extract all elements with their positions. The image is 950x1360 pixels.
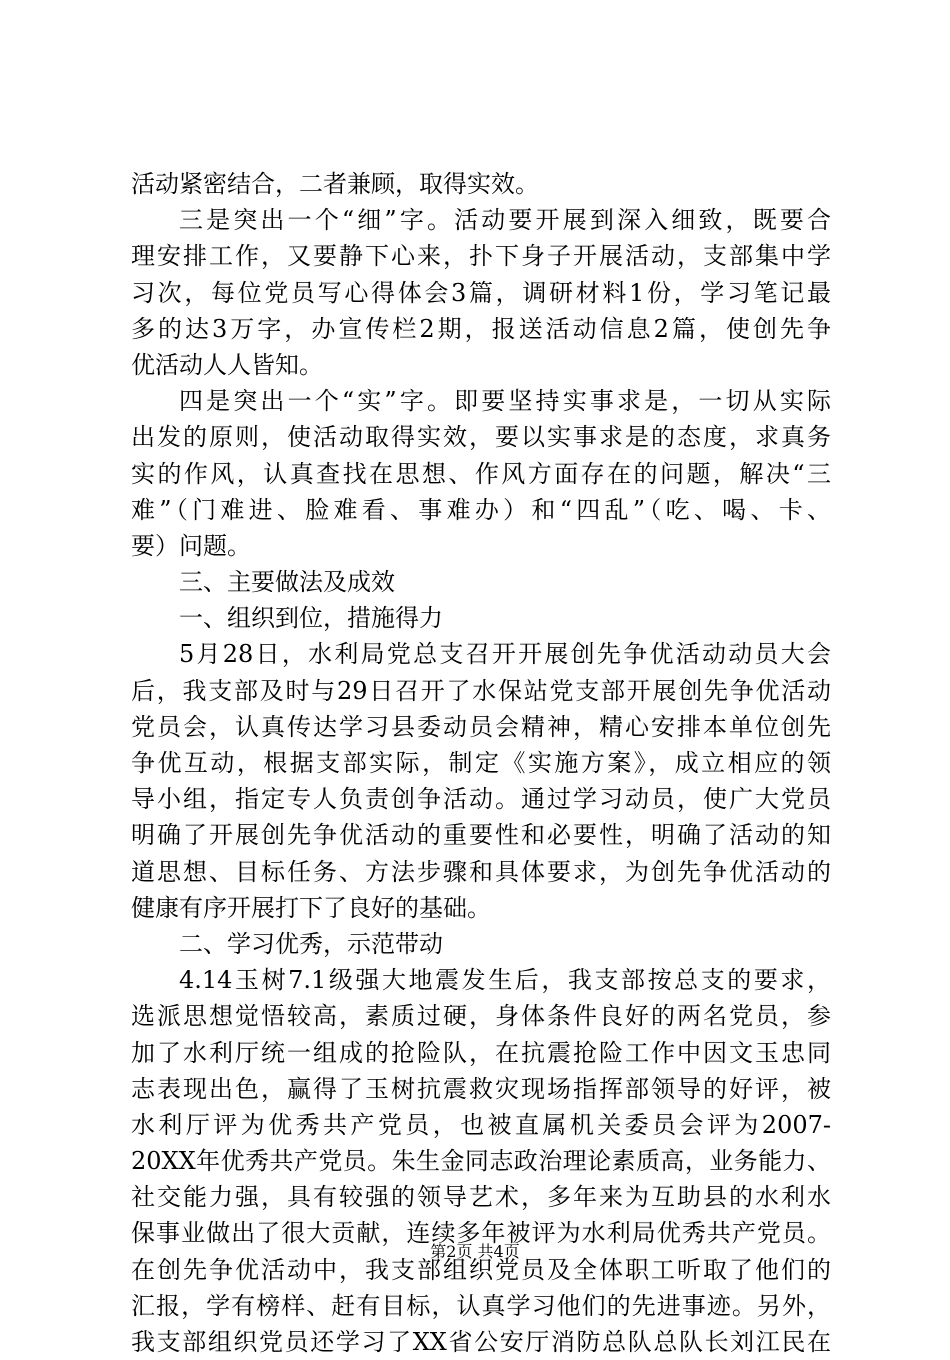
text-line: 出发的原则，使活动取得实效，要以实事求是的态度，求真务 — [131, 423, 831, 452]
text-line: 4.14玉树7.1级强大地震发生后，我支部按总支的要求， — [179, 966, 831, 995]
text-line: 明确了开展创先争优活动的重要性和必要性，明确了活动的知 — [131, 821, 831, 850]
text-line: 理安排工作，又要静下心来，扑下身子开展活动，支部集中学 — [131, 242, 831, 271]
text-line: 5月28日，水利局党总支召开开展创先争优活动动员大会 — [179, 640, 831, 669]
text-line: 保事业做出了很大贡献，连续多年被评为水利局优秀共产党员。 — [131, 1219, 831, 1248]
text-line: 实的作风，认真查找在思想、作风方面存在的问题，解决“三 — [131, 459, 831, 488]
text-line: 多的达3万字，办宣传栏2期，报送活动信息2篇，使创先争 — [131, 314, 831, 343]
text-line: 我支部组织党员还学习了XX省公安厅消防总队总队长刘江民在 — [131, 1328, 831, 1356]
text-line: 四是突出一个“实”字。即要坚持实事求是，一切从实际 — [179, 387, 831, 416]
text-line: 选派思想觉悟较高，素质过硬，身体条件良好的两名党员，参 — [131, 1002, 831, 1031]
text-line: 习次，每位党员写心得体会3篇，调研材料1份，学习笔记最 — [131, 278, 831, 307]
text-line: 优活动人人皆知。 — [131, 350, 323, 379]
text-line: 20XX年优秀共产党员。朱生金同志政治理论素质高，业务能力、 — [131, 1147, 831, 1176]
text-line: 加了水利厅统一组成的抢险队，在抗震抢险工作中因文玉忠同 — [131, 1038, 831, 1067]
text-line: 健康有序开展打下了良好的基础。 — [131, 893, 491, 922]
text-line: 难”（门难进、脸难看、事难办）和“四乱”（吃、喝、卡、 — [131, 495, 831, 524]
section-heading: 三、主要做法及成效 — [179, 568, 395, 597]
text-line: 志表现出色，赢得了玉树抗震救灾现场指挥部领导的好评，被 — [131, 1074, 831, 1103]
text-line: 水利厅评为优秀共产党员，也被直属机关委员会评为2007- — [131, 1110, 831, 1139]
page-number-footer: 第2页 共4页 — [430, 1242, 520, 1261]
text-line: 导小组，指定专人负责创争活动。通过学习动员，使广大党员 — [131, 785, 831, 814]
document-body — [131, 166, 831, 1360]
text-line: 道思想、目标任务、方法步骤和具体要求，为创先争优活动的 — [131, 857, 831, 886]
text-line: 社交能力强，具有较强的领导艺术，多年来为互助县的水利水 — [131, 1183, 831, 1212]
text-line: 活动紧密结合，二者兼顾，取得实效。 — [131, 170, 539, 198]
text-line: 后，我支部及时与29日召开了水保站党支部开展创先争优活动 — [131, 676, 831, 705]
subsection-heading: 二、学习优秀，示范带动 — [179, 929, 443, 958]
text-line: 在创先争优活动中，我支部组织党员及全体职工听取了他们的 — [131, 1255, 831, 1284]
text-line: 三是突出一个“细”字。活动要开展到深入细致，既要合 — [179, 206, 831, 235]
text-line: 争优互动，根据支部实际，制定《实施方案》，成立相应的领 — [131, 749, 831, 777]
text-line: 要）问题。 — [131, 531, 251, 560]
text-line: 党员会，认真传达学习县委动员会精神，精心安排本单位创先 — [131, 712, 831, 741]
text-line: 汇报，学有榜样、赶有目标，认真学习他们的先进事迹。另外， — [131, 1291, 831, 1320]
subsection-heading: 一、组织到位，措施得力 — [179, 604, 443, 633]
